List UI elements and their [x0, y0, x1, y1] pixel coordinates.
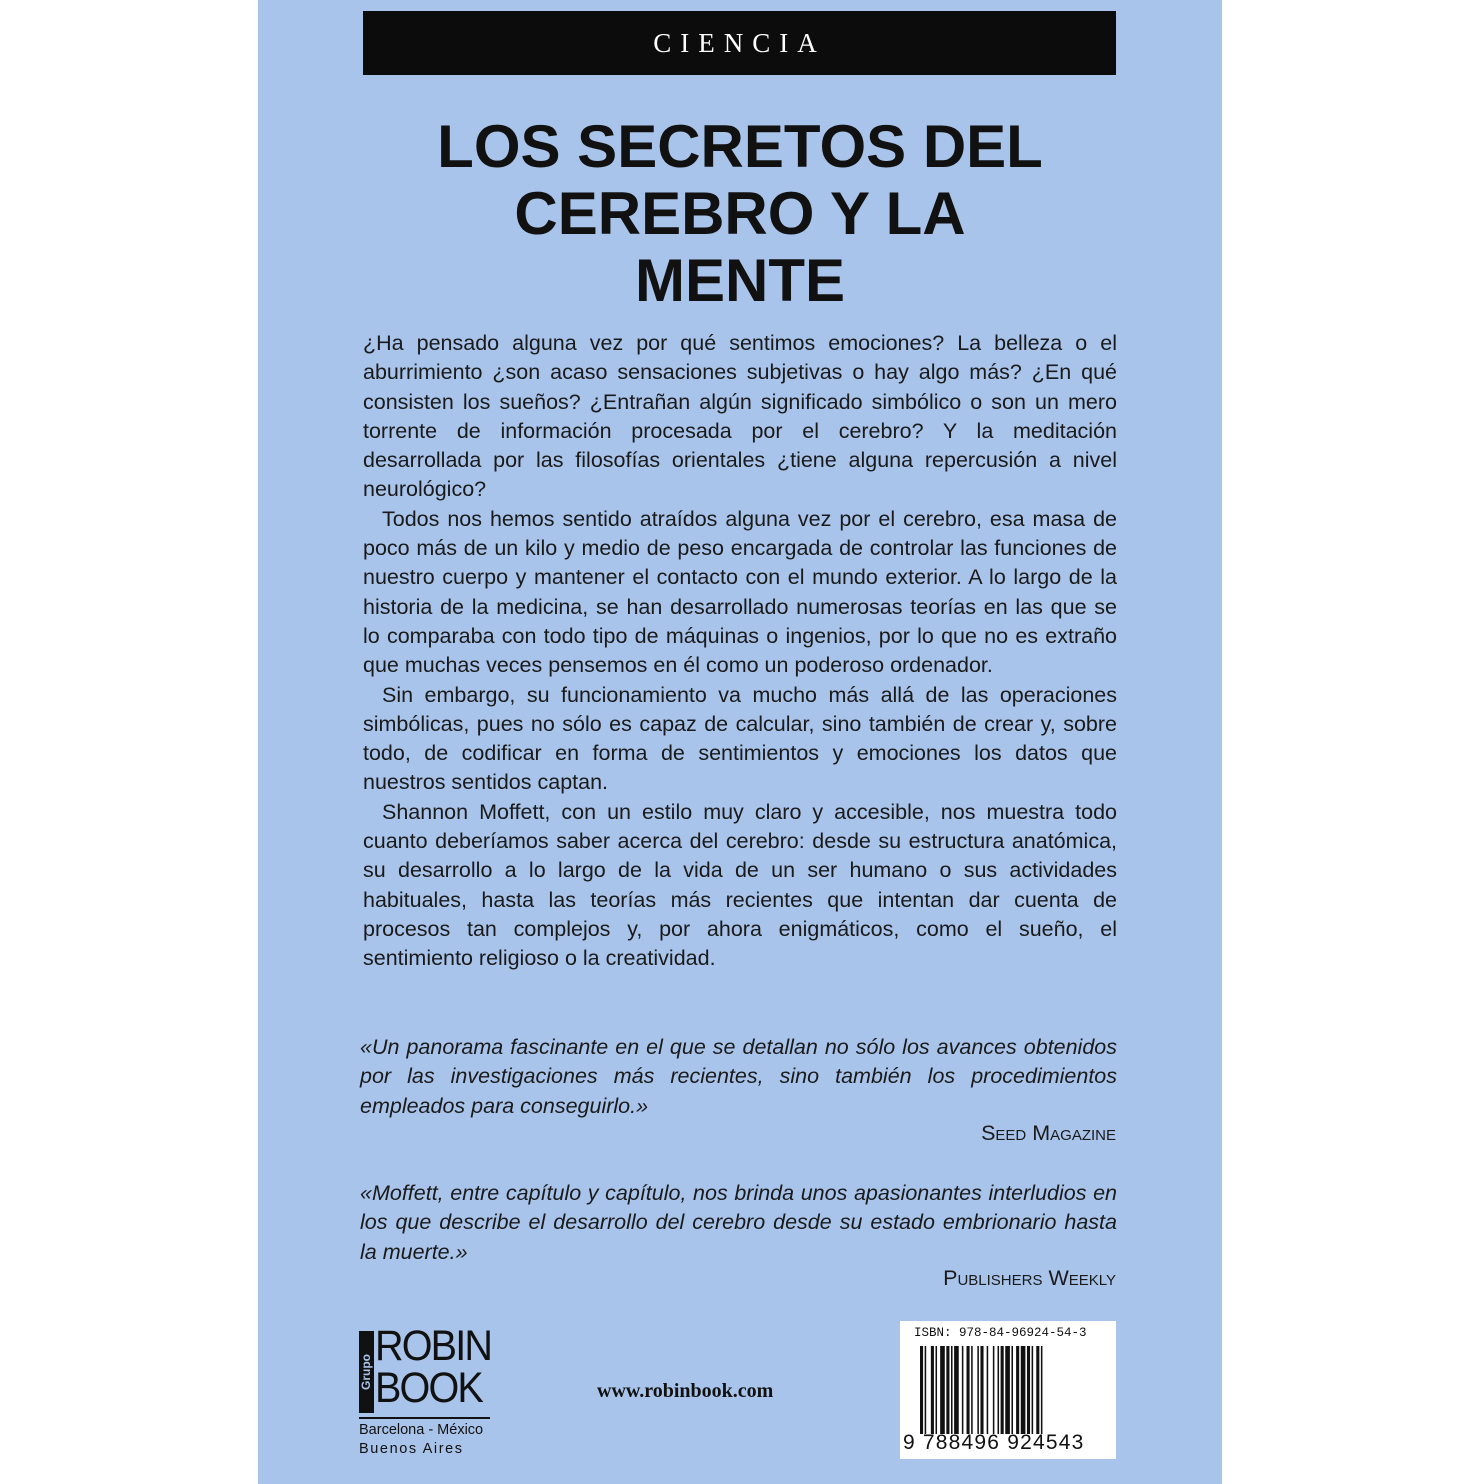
review-quote-1: «Un panorama fascinante en el que se detallan no sólo los avances obtenidos por las investigaciones más recientes, sino también los procedimientos empleados para conseguirlo.»: [360, 1035, 1117, 1118]
publisher-website[interactable]: www.robinbook.com: [597, 1380, 774, 1402]
publisher-cities-2: Buenos Aires: [359, 1441, 464, 1457]
section-label: CIENCIA: [653, 27, 826, 58]
title-line-3: MENTE: [635, 247, 845, 314]
barcode-panel: [900, 1321, 1116, 1459]
publisher-name: [375, 1322, 492, 1412]
title-line-1: LOS SECRETOS DEL: [437, 113, 1043, 180]
publisher-name-line-1: ROBIN: [375, 1322, 492, 1370]
isbn-text: ISBN: 978-84-96924-54-3: [914, 1326, 1087, 1340]
review-quote-2: «Moffett, entre capítulo y capítulo, nos brinda unos apasionantes interludios en los que describe el desarrollo del cerebro desde su estado embrionario hasta la muerte.»: [360, 1181, 1117, 1264]
review-source-1: Seed Magazine: [981, 1121, 1116, 1145]
barcode-digits: 9 788496 924543: [903, 1431, 1085, 1454]
publisher-group-label: Grupo: [359, 1331, 374, 1413]
synopsis-paragraph-3: Sin embargo, su funcionamiento va mucho más allá de las operaciones simbólicas, pues no sólo es capaz de calcular, sino también de crear y, sobre todo, de codificar en forma de sentimientos y emociones los datos que nuestros sentidos captan.: [363, 682, 1117, 795]
publisher-name-line-2: BOOK: [375, 1364, 482, 1412]
synopsis-paragraph-2: Todos nos hemos sentido atraídos alguna vez por el cerebro, esa masa de poco más de un kilo y medio de peso encargada de controlar las funciones de nuestro cuerpo y mantener el contacto con el mundo exterior. A lo largo de la historia de la medicina, se han desarrollado numerosas teorías en las que se lo comparaba con todo tipo de máquinas o ingenios, por lo que no es extraño que muchas veces pensemos en él como un poderoso ordenador.: [363, 506, 1117, 678]
synopsis: [363, 329, 1117, 974]
review-source-2: Publishers Weekly: [943, 1266, 1116, 1290]
synopsis-paragraph-1: ¿Ha pensado alguna vez por qué sentimos emociones? La belleza o el aburrimiento ¿son acaso sensaciones subjetivas o hay algo más? ¿En qué consisten los sueños? ¿Entrañan algún significado simbólico o son un mero torrente de información procesada por el cerebro? Y la meditación desarrollada por las filosofías orientales ¿tiene alguna repercusión a nivel neurológico?: [363, 331, 1117, 502]
barcode-icon: [919, 1346, 1109, 1434]
book-title: [340, 113, 1140, 314]
synopsis-paragraph-4: Shannon Moffett, con un estilo muy claro y accesible, nos muestra todo cuanto deberíamos saber acerca del cerebro: desde su estructura anatómica, su desarrollo a lo largo de la vida de un ser humano o sus actividades habituales, hasta las teorías más recientes que intentan dar cuenta de procesos tan complejos y, por ahora enigmáticos, como el sueño, el sentimiento religioso o la creatividad.: [363, 799, 1117, 971]
section-banner: [363, 11, 1116, 75]
title-line-2: CEREBRO Y LA: [514, 180, 966, 247]
publisher-cities-1: Barcelona - México: [359, 1422, 484, 1438]
logo-divider: [359, 1417, 490, 1419]
